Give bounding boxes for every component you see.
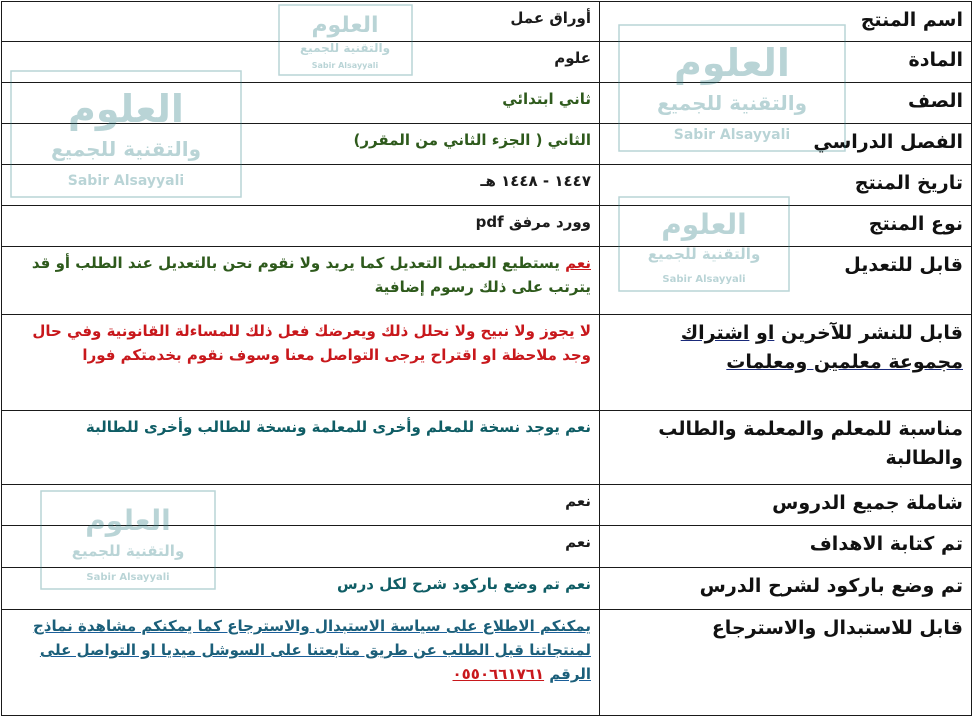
row-value: علوم	[2, 42, 600, 83]
table-row	[2, 247, 972, 315]
table-row	[2, 206, 972, 247]
table-row	[2, 165, 972, 206]
table-row	[2, 411, 972, 485]
watermark-signature: Sabir Alsayyali	[67, 173, 185, 189]
label-part: قابل للنشر للآخرين	[780, 322, 963, 344]
row-value-text: يمكنكم الاطلاع على سياسة الاستبدال والاسترجاع كما يمكنكم مشاهدة نماذج لمنتجاتنا قبل الطلب عن طريق متابعتنا على السوشل ميديا او التواصل على الرقم	[32, 617, 591, 683]
row-value: وورد مرفق pdf	[2, 206, 600, 247]
watermark-line1: العلوم	[674, 41, 790, 85]
table-row	[2, 42, 972, 83]
row-value-text: يستطيع العميل التعديل كما يريد ولا نقوم نحن بالتعديل عند الطلب أو قد يترتب على ذلك رسوم إضافية	[31, 254, 591, 296]
row-label: الفصل الدراسي	[600, 124, 972, 165]
row-label: مناسبة للمعلم والمعلمة والطالب والطالبة	[600, 411, 972, 485]
row-value: أوراق عمل	[2, 2, 600, 42]
row-value: الثاني ( الجزء الثاني من المقرر)	[2, 124, 600, 165]
row-label: قابل للتعديل	[600, 247, 972, 315]
table-row	[2, 568, 972, 610]
row-label: شاملة جميع الدروس	[600, 485, 972, 526]
row-label: قابل للاستبدال والاسترجاع	[600, 610, 972, 716]
table-row	[2, 124, 972, 165]
row-value: ١٤٤٧ - ١٤٤٨ هـ	[2, 165, 600, 206]
row-value	[2, 247, 600, 315]
watermark-signature: Sabir Alsayyali	[673, 127, 791, 143]
row-value: ثاني ابتدائي	[2, 83, 600, 124]
watermark-line2: والتقنية للجميع	[656, 91, 808, 115]
row-value	[2, 610, 600, 716]
row-label: الصف	[600, 83, 972, 124]
table-row	[2, 610, 972, 716]
row-value: نعم يوجد نسخة للمعلم وأخرى للمعلمة ونسخة للطالب وأخرى للطالبة	[2, 411, 600, 485]
row-label: تم كتابة الاهداف	[600, 526, 972, 568]
watermark-line1: العلوم	[311, 13, 379, 38]
watermark-signature: Sabir Alsayyali	[86, 572, 170, 583]
table-row	[2, 2, 972, 42]
row-label: تم وضع باركود لشرح الدرس	[600, 568, 972, 610]
label-or: او	[756, 322, 775, 344]
table-row	[2, 526, 972, 568]
row-value: نعم	[2, 485, 600, 526]
watermark-line1: العلوم	[68, 87, 184, 131]
watermark-signature: Sabir Alsayyali	[662, 274, 746, 285]
row-label: المادة	[600, 42, 972, 83]
yes-highlight: نعم	[565, 254, 591, 272]
watermark-line1: العلوم	[85, 504, 171, 537]
phone-number: ٠٥٥٠٦٦١٧٦١	[452, 665, 545, 683]
watermark-line2: والتقنية للجميع	[71, 542, 185, 560]
row-label: تاريخ المنتج	[600, 165, 972, 206]
row-value: نعم تم وضع باركود شرح لكل درس	[2, 568, 600, 610]
watermark-line2: والتقنية للجميع	[299, 41, 391, 55]
row-value: لا يجوز ولا نبيح ولا نحلل ذلك ويعرضك فعل ذلك للمساءلة القانونية وفي حال وجد ملاحظة او اقتراح يرجى التواصل معنا وسوف نقوم بخدمتكم فورا	[2, 315, 600, 411]
table-row	[2, 485, 972, 526]
watermark-line1: العلوم	[661, 208, 747, 241]
table-row	[2, 83, 972, 124]
product-info-table	[1, 1, 972, 716]
row-label	[600, 315, 972, 411]
watermark-line2: والتقنية للجميع	[50, 137, 202, 161]
table-row	[2, 315, 972, 411]
row-value: نعم	[2, 526, 600, 568]
watermark-signature: Sabir Alsayyali	[311, 61, 379, 70]
row-label: نوع المنتج	[600, 206, 972, 247]
watermark-line2: والتقنية للجميع	[647, 245, 761, 263]
label-part: اشتراك مجموعة معلمين ومعلمات	[680, 322, 963, 374]
row-label: اسم المنتج	[600, 2, 972, 42]
